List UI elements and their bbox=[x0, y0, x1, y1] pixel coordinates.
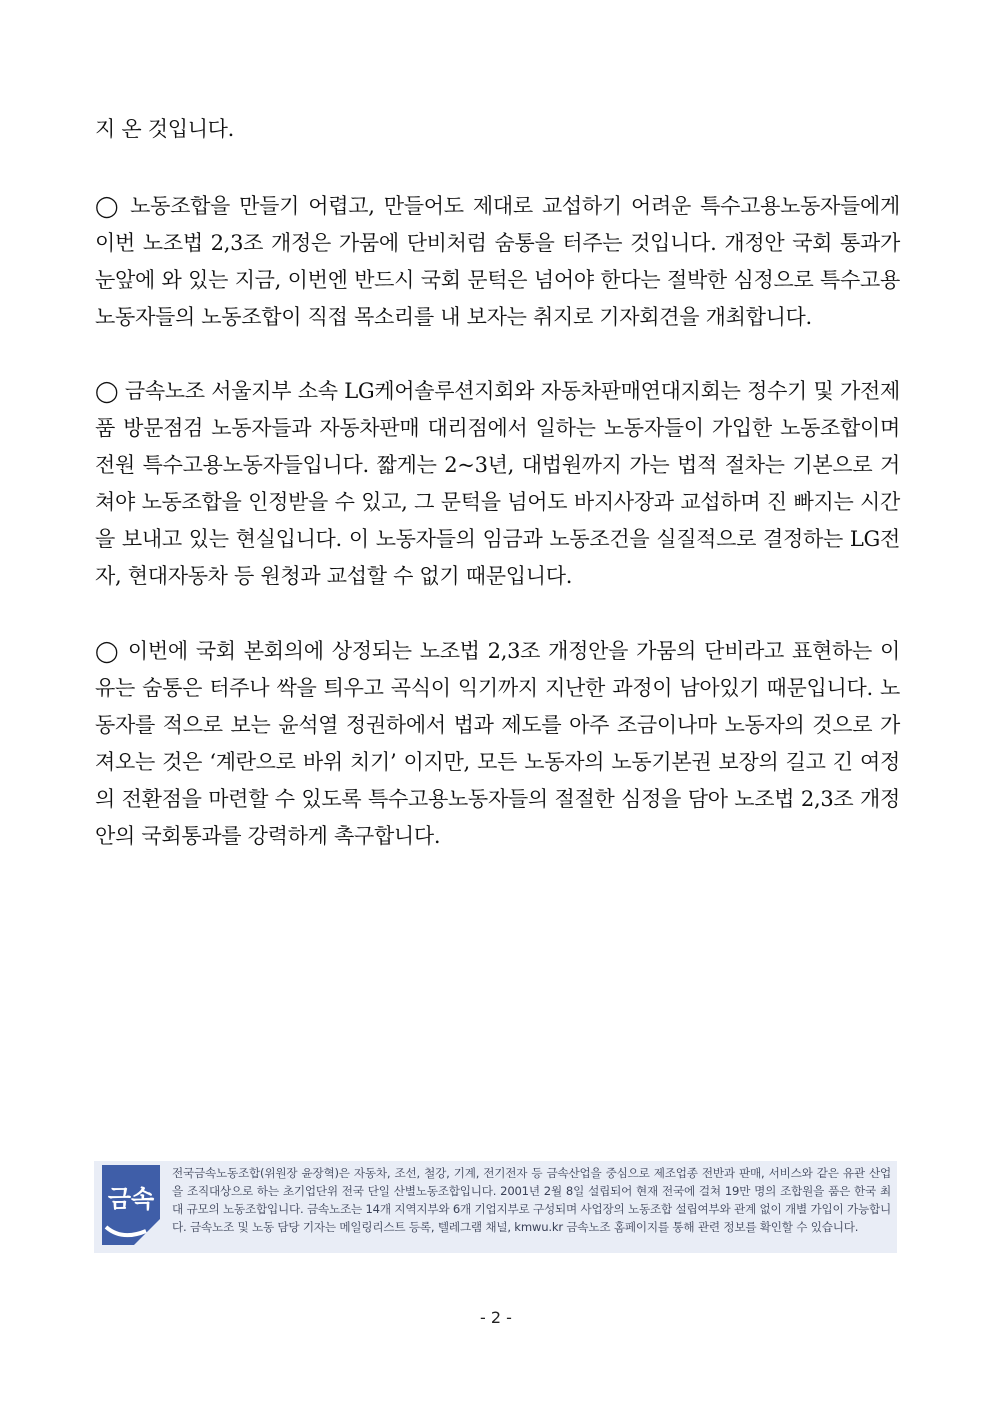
union-info-box bbox=[94, 1161, 897, 1253]
logo-text: 금속 bbox=[107, 1185, 155, 1213]
paragraph-union-branches: ◯ 금속노조 서울지부 소속 LG케어솔루션지회와 자동차판매연대지회는 정수기 및 가전제품 방문점검 노동자들과 자동차판매 대리점에서 일하는 노동자들이 가입한 노동조합이며 전원 특수고용노동자들입니다. 짧게는 2~3년, 대법원까지 가는 법적 절차는 기본으로 거쳐야 노동조합을 인정받을 수 있고, 그 문턱을 넘어도 바지사장과 교섭하며 진 빠지는 시간을 보내고 있는 현실입니다. 이 노동자들의 임금과 노동조건을 실질적으로 결정하는 LG전자, 현대자동차 등 원청과 교섭할 수 없기 때문입니다. bbox=[95, 379, 900, 588]
kmwu-logo bbox=[94, 1161, 168, 1253]
paragraph-law-amendment: ◯ 이번에 국회 본회의에 상정되는 노조법 2,3조 개정안을 가뭄의 단비라고 표현하는 이유는 숨통은 터주나 싹을 틔우고 곡식이 익기까지 지난한 과정이 남아있기 때문입니다. 노동자를 적으로 보는 윤석열 정권하에서 법과 제도를 아주 조금이나마 노동자의 것으로 가져오는 것은 ‘계란으로 바위 치기’ 이지만, 모든 노동자의 노동기본권 보장의 길고 긴 여정의 전환점을 마련할 수 있도록 특수고용노동자들의 절절한 심정을 담아 노조법 2,3조 개정안의 국회통과를 강력하게 촉구합니다. bbox=[95, 639, 900, 848]
union-description: 전국금속노동조합(위원장 윤장혁)은 자동차, 조선, 철강, 기계, 전기전자 등 금속산업을 중심으로 제조업종 전반과 판매, 서비스와 같은 유관 산업을 조직대상으로 하는 초기업단위 전국 단일 산별노동조합입니다. 2001년 2월 8일 설립되어 현재 전국에 걸쳐 19만 명의 조합원을 품은 한국 최대 규모의 노동조합입니다. 금속노조는 14개 지역지부와 6개 기업지부로 구성되며 사업장의 노동조합 설립여부와 관계 없이 개별 가입이 가능합니다. 금속노조 및 노동 담당 기자는 메일링리스트 등록, 텔레그램 채널, kmwu.kr 금속노조 홈페이지를 통해 관련 정보를 확인할 수 있습니다. bbox=[172, 1166, 891, 1234]
gear-logo-icon bbox=[94, 1161, 168, 1253]
page-number: - 2 - bbox=[480, 1308, 512, 1327]
paragraph-special-workers: ◯ 노동조합을 만들기 어렵고, 만들어도 제대로 교섭하기 어려운 특수고용노동자들에게 이번 노조법 2,3조 개정은 가뭄에 단비처럼 숨통을 터주는 것입니다. 개정안 국회 통과가 눈앞에 와 있는 지금, 이번엔 반드시 국회 문턱은 넘어야 한다는 절박한 심정으로 특수고용노동자들의 노동조합이 직접 목소리를 내 보자는 취지로 기자회견을 개최합니다. bbox=[95, 194, 900, 329]
paragraph-continuation: 지 온 것입니다. bbox=[95, 117, 235, 141]
